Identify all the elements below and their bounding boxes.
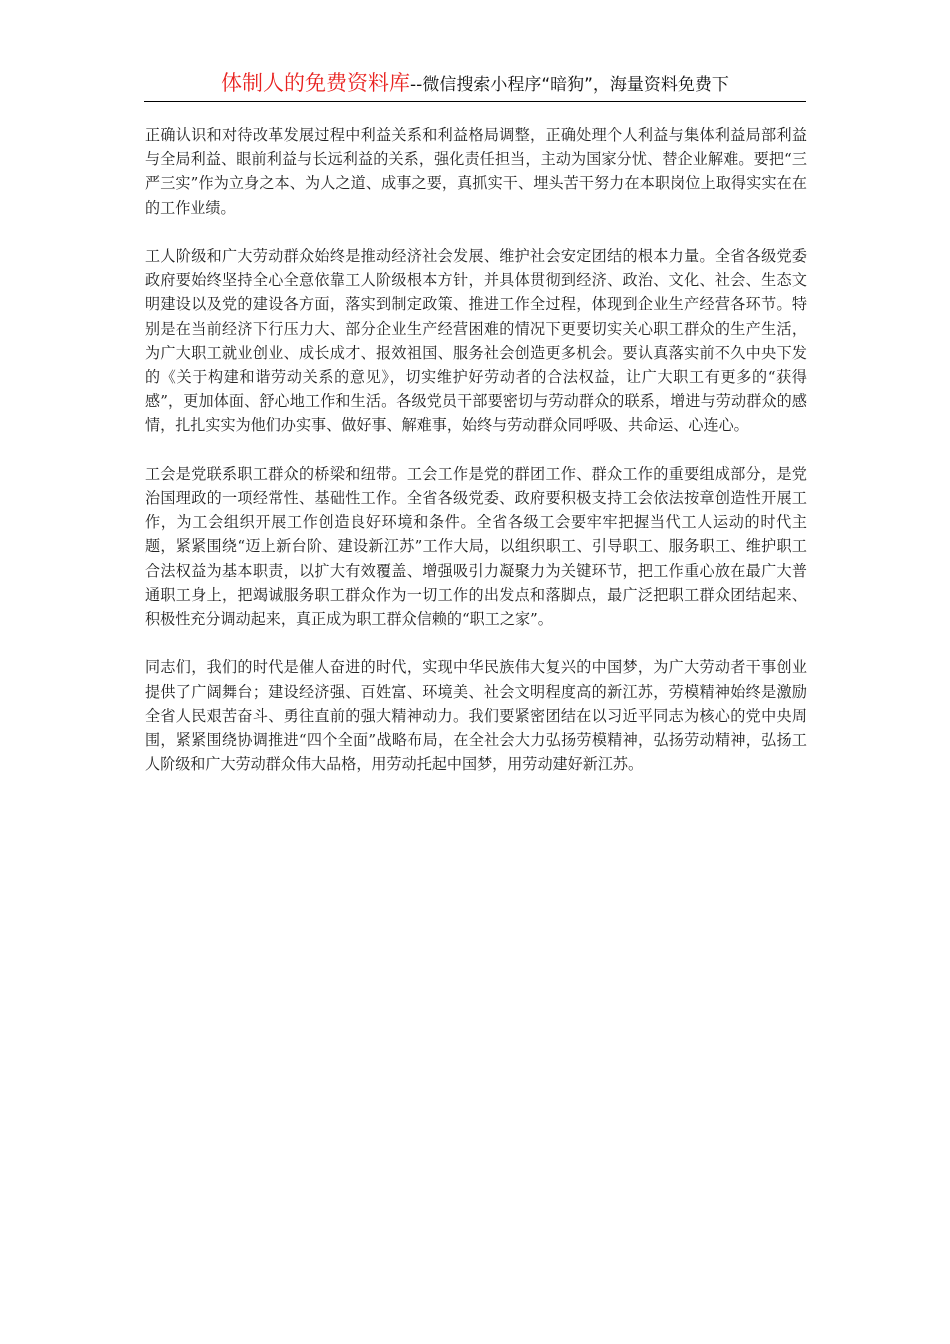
paragraph-2: 工人阶级和广大劳动群众始终是推动经济社会发展、维护社会安定团结的根本力量。全省各级党委政府要始终坚持全心全意依靠工人阶级根本方针，并具体贯彻到经济、政治、文化、社会、生态文明建设以及党的建设各方面，落实到制定政策、推进工作全过程，体现到企业生产经营各环节。特别是在当前经济下行压力大、部分企业生产经营困难的情况下更要切实关心职工群众的生产生活，为广大职工就业创业、成长成才、报效祖国、服务社会创造更多机会。要认真落实前不久中央下发的《关于构建和谐劳动关系的意见》，切实维护好劳动者的合法权益，让广大职工有更多的“获得感”，更加体面、舒心地工作和生活。各级党员干部要密切与劳动群众的联系，增进与劳动群众的感情，扎扎实实为他们办实事、做好事、解难事，始终与劳动群众同呼吸、共命运、心连心。 [145,247,807,435]
paragraph-3: 工会是党联系职工群众的桥梁和纽带。工会工作是党的群团工作、群众工作的重要组成部分，是党治国理政的一项经常性、基础性工作。全省各级党委、政府要积极支持工会依法按章创造性开展工作，为工会组织开展工作创造良好环境和条件。全省各级工会要牢牢把握当代工人运动的时代主题，紧紧围绕“迈上新台阶、建设新江苏”工作大局，以组织职工、引导职工、服务职工、维护职工合法权益为基本职责，以扩大有效覆盖、增强吸引力凝聚力为关键环节，把工作重心放在最广大普通职工身上，把竭诚服务职工群众作为一切工作的出发点和落脚点，最广泛把职工群众团结起来、积极性充分调动起来，真正成为职工群众信赖的“职工之家”。 [145,464,807,629]
header-tagline-text: --微信搜索小程序“暗狗”，海量资料免费下 [410,75,729,95]
document-body [145,123,807,801]
paragraph-4: 同志们，我们的时代是催人奋进的时代，实现中华民族伟大复兴的中国梦，为广大劳动者干事创业提供了广阔舞台；建设经济强、百姓富、环境美、社会文明程度高的新江苏，劳模精神始终是激励全省人民艰苦奋斗、勇往直前的强大精神动力。我们要紧密团结在以习近平同志为核心的党中央周围，紧紧围绕协调推进“四个全面”战略布局，在全社会大力弘扬劳模精神，弘扬劳动精神，弘扬工人阶级和广大劳动群众伟大品格，用劳动托起中国梦，用劳动建好新江苏。 [145,658,807,774]
page-header [144,68,806,102]
paragraph-1: 正确认识和对待改革发展过程中利益关系和利益格局调整，正确处理个人利益与集体利益局部利益与全局利益、眼前利益与长远利益的关系，强化责任担当，主动为国家分忧、替企业解难。要把“三严三实”作为立身之本、为人之道、成事之要，真抓实干、埋头苦干努力在本职岗位上取得实实在在的工作业绩。 [145,126,807,217]
header-brand-text: 体制人的免费资料库 [221,71,411,95]
